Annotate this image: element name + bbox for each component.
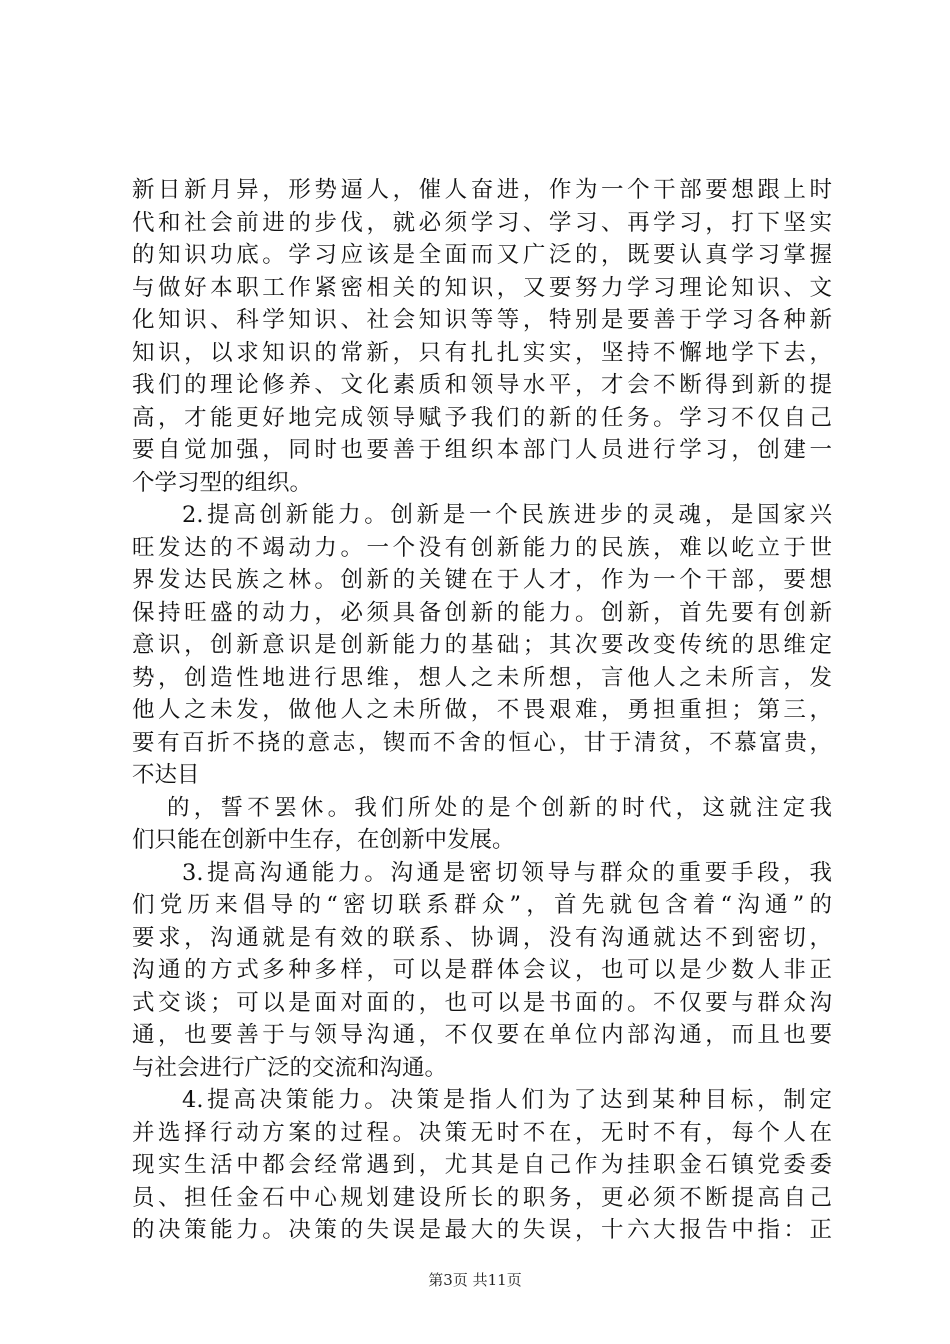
text-line: 个学习型的组织。 — [132, 469, 313, 496]
text-line: 们只能在创新中生存，在创新中发展。 — [132, 827, 515, 853]
text-line: 要自觉加强，同时也要善于组织本部门人员进行学习，创建一 — [132, 437, 832, 463]
text-line: 知识，以求知识的常新，只有扎扎实实，坚持不懈地学下去， — [132, 339, 832, 366]
text-line: 要求，沟通就是有效的联系、协调，没有沟通就达不到密切， — [132, 924, 832, 951]
text-line: 他人之未发，做他人之未所做，不畏艰难，勇担重担；第三， — [132, 697, 832, 723]
text-line: 员、担任金石中心规划建设所长的职务，更必须不断提高自己 — [132, 1184, 832, 1211]
text-line: 与做好本职工作紧密相关的知识，又要努力学习理论知识、文 — [132, 274, 832, 301]
body-text — [132, 174, 832, 1247]
text-line: 们党历来倡导的“密切联系群众”，首先就包含着“沟通”的 — [132, 892, 832, 918]
text-line: 势，创造性地进行思维，想人之未所想，言他人之未所言，发 — [132, 664, 832, 691]
text-line: 的知识功底。学习应该是全面而又广泛的，既要认真学习掌握 — [132, 242, 832, 268]
text-line: 的决策能力。决策的失误是最大的失误，十六大报告中指：正 — [132, 1217, 832, 1243]
text-line: 式交谈；可以是面对面的，也可以是书面的。不仅要与群众沟 — [132, 989, 832, 1016]
page-number-footer: 第3页 共11页 — [428, 1271, 522, 1289]
text-line: 我们的理论修养、文化素质和领导水平，才会不断得到新的提 — [132, 372, 832, 398]
text-line: 化知识、科学知识、社会知识等等，特别是要善于学习各种新 — [132, 307, 832, 333]
text-line: 与社会进行广泛的交流和沟通。 — [132, 1054, 448, 1081]
text-line: 意识，创新意识是创新能力的基础；其次要改变传统的思维定 — [132, 632, 832, 658]
text-line: 要有百折不挠的意志，锲而不舍的恒心，甘于清贫，不慕富贵， — [132, 729, 832, 756]
text-line: 通，也要善于与领导沟通，不仅要在单位内部沟通，而且也要 — [132, 1022, 832, 1048]
text-line: 旺发达的不竭动力。一个没有创新能力的民族，难以屹立于世 — [132, 534, 832, 561]
text-line: 不达目 — [132, 762, 200, 788]
paragraph-heading-3: 3.提高沟通能力。沟通是密切领导与群众的重要手段，我 — [182, 859, 832, 886]
text-line: 界发达民族之林。创新的关键在于人才，作为一个干部，要想 — [132, 567, 832, 593]
text-line: 并选择行动方案的过程。决策无时不在，无时不有，每个人在 — [132, 1119, 832, 1146]
paragraph-heading-2: 2.提高创新能力。创新是一个民族进步的灵魂，是国家兴 — [182, 502, 832, 528]
text-line: 新日新月异，形势逼人，催人奋进，作为一个干部要想跟上时 — [132, 177, 832, 203]
text-line: 沟通的方式多种多样，可以是群体会议，也可以是少数人非正 — [132, 957, 832, 983]
text-line: 现实生活中都会经常遇到，尤其是自己作为挂职金石镇党委委 — [132, 1152, 832, 1178]
text-line: 高，才能更好地完成领导赋予我们的新的任务。学习不仅自己 — [132, 404, 832, 431]
text-line: 代和社会前进的步伐，就必须学习、学习、再学习，打下坚实 — [132, 209, 832, 236]
paragraph-heading-4: 4.提高决策能力。决策是指人们为了达到某种目标，制定 — [182, 1087, 832, 1113]
text-line: 保持旺盛的动力，必须具备创新的能力。创新，首先要有创新 — [132, 599, 832, 626]
text-line: 的，誓不罢休。我们所处的是个创新的时代，这就注定我 — [167, 794, 832, 821]
